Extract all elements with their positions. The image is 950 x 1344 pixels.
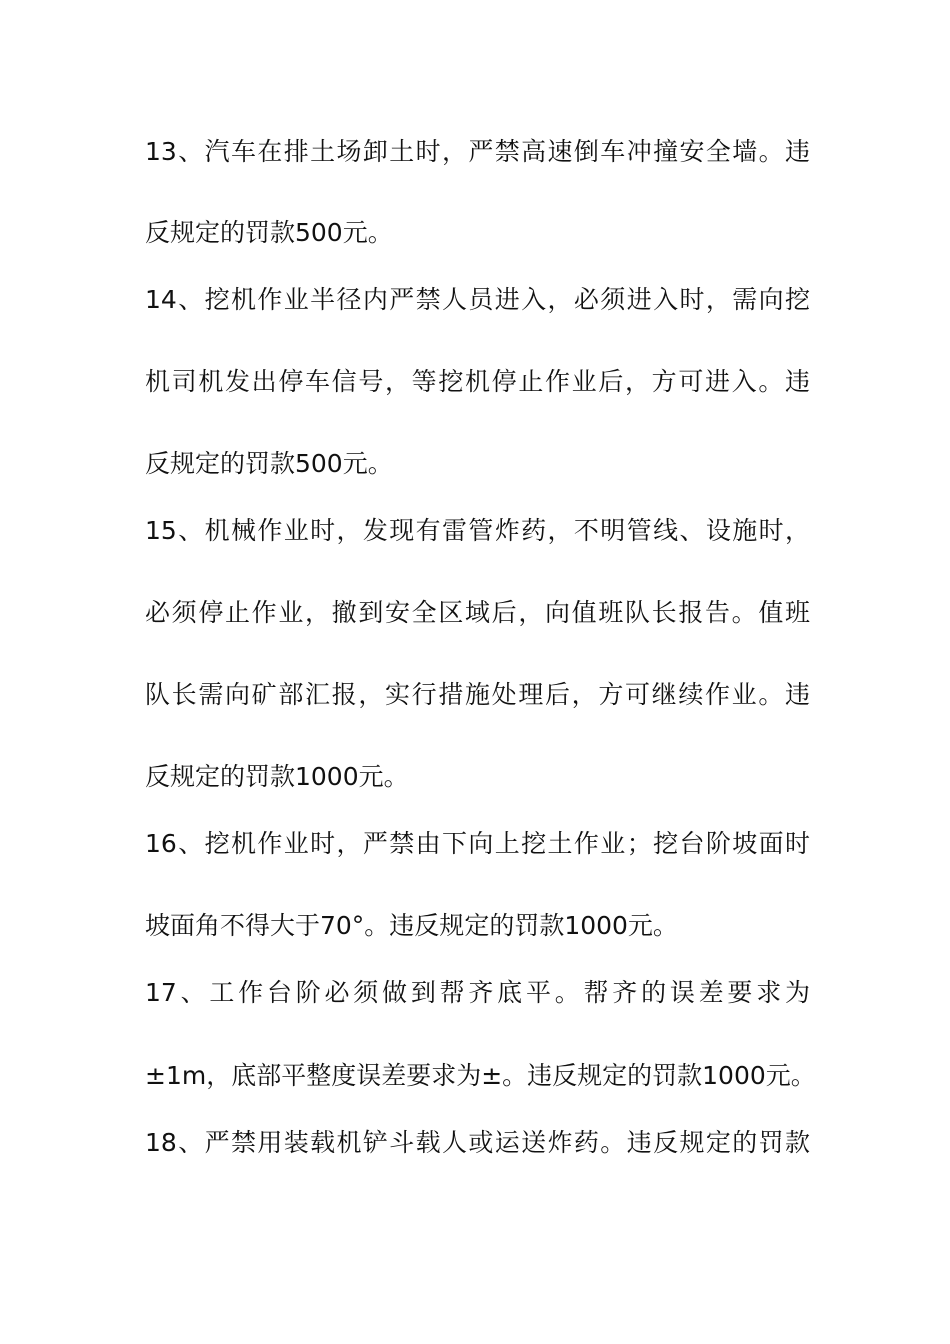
text-line: 机司机发出停车信号，等挖机停止作业后，方可进入。违 bbox=[145, 367, 810, 396]
text-line: 17、工作台阶必须做到帮齐底平。帮齐的误差要求为 bbox=[145, 978, 810, 1007]
text-line: 13、汽车在排土场卸土时，严禁高速倒车冲撞安全墙。违 bbox=[145, 137, 810, 166]
text-line: 反规定的罚款1000元。 bbox=[145, 762, 409, 791]
text-line: 14、挖机作业半径内严禁人员进入，必须进入时，需向挖 bbox=[145, 285, 810, 314]
text-line: 反规定的罚款500元。 bbox=[145, 218, 393, 247]
text-line: 16、挖机作业时，严禁由下向上挖土作业；挖台阶坡面时 bbox=[145, 829, 810, 858]
text-line: 反规定的罚款500元。 bbox=[145, 449, 393, 478]
text-line: 18、严禁用装载机铲斗载人或运送炸药。违反规定的罚款 bbox=[145, 1128, 810, 1157]
text-line: 必须停止作业，撤到安全区域后，向值班队长报告。值班 bbox=[145, 598, 810, 627]
text-line: ±1m，底部平整度误差要求为±。违反规定的罚款1000元。 bbox=[145, 1061, 816, 1090]
text-line: 队长需向矿部汇报，实行措施处理后，方可继续作业。违 bbox=[145, 680, 810, 709]
text-line: 坡面角不得大于70°。违反规定的罚款1000元。 bbox=[145, 911, 678, 940]
text-line: 15、机械作业时，发现有雷管炸药，不明管线、设施时， bbox=[145, 516, 810, 545]
